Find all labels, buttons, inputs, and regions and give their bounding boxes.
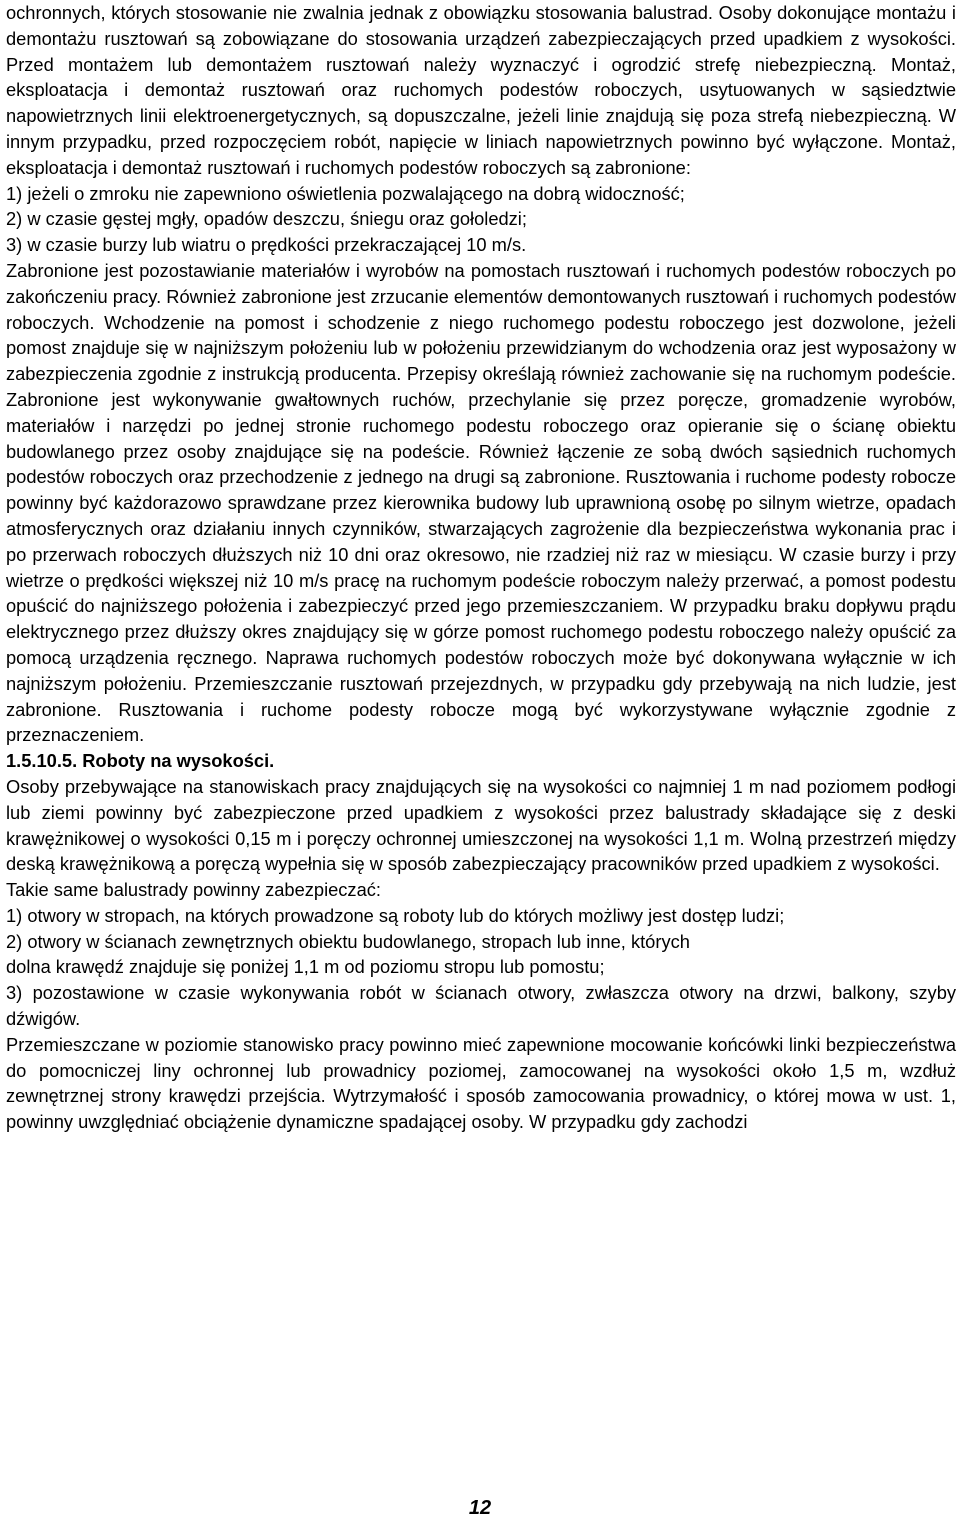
list-item-floor-openings: 1) otwory w stropach, na których prowadzone są roboty lub do których możliwy jest dostęp ludzi; (6, 904, 785, 926)
list-item-wall-openings: 2) otwory w ścianach zewnętrznych obiektu budowlanego, stropach lub inne, których (6, 930, 690, 952)
paragraph-height-work: Osoby przebywające na stanowiskach pracy znajdujących się na wysokości co najmniej 1 m nad poziomem podłogi lub ziemi powinny być zabezpieczone przed upadkiem z wysokości przez balustrady składające się z deski krawężnikowej o wysokości 0,15 m i poręczy ochronnej umieszczonej na wysokości 1,1 m. Wolną przestrzeń między deską krawężnikową a poręczą wypełnia się w sposób zabezpieczający pracowników przed upadkiem z wysokości. (6, 775, 956, 875)
paragraph-mobile-platforms: Zabronione jest pozostawianie materiałów i wyrobów na pomostach rusztowań i ruchomych podestów roboczych po zakończeniu pracy. Również zabronione jest zrzucanie elementów demontowanych rusztowań i ruchomych podestów roboczych. Wchodzenie na pomost i schodzenie z niego ruchomego podestu roboczego jest dozwolone, jeżeli pomost znajduje się w najniższym położeniu lub w położeniu przewidzianym do wchodzenia oraz jest wyposażony w zabezpieczenia zgodnie z instrukcją producenta. Przepisy określają również zachowanie się na ruchomym podeście. Zabronione jest wykonywanie gwałtownych ruchów, przechylanie się przez poręcze, gromadzenie wyrobów, materiałów i narzędzi po jednej stronie ruchomego podestu roboczego oraz opieranie się o ścianę obiektu budowlanego przez osoby znajdujące się na podeście. Również łączenie ze sobą dwóch sąsiednich ruchomych podestów roboczych oraz przechodzenie z jednego na drugi są zabronione. Rusztowania i ruchome podesty robocze powinny być każdorazowo sprawdzane przez kierownika budowy lub uprawnioną osobę po silnym wietrze, opadach atmosferycznych oraz działaniu innych czynników, stwarzających zagrożenie dla bezpieczeństwa wykonania prac i po przerwach roboczych dłuższych niż 10 dni oraz okresowo, nie rzadziej niż raz w miesiącu. W czasie burzy i przy wietrze o prędkości większej niż 10 m/s pracę na ruchomym podeście roboczym należy przerwać, a pomost podestu opuścić do najniższego położenia i zabezpieczyć przed jego przemieszczaniem. W przypadku braku dopływu prądu elektrycznego przez dłuższy okres znajdujący się w górze pomost ruchomego podestu roboczego należy opuścić za pomocą urządzenia ręcznego. Naprawa ruchomych podestów roboczych może być dokonywana wyłącznie w ich najniższym położeniu. Przemieszczanie rusztowań przejezdnych, w przypadku gdy przebywają na nich ludzie, jest zabronione. Rusztowania i ruchome podesty robocze mogą być wykorzystywane wyłącznie zgodnie z przeznaczeniem. (6, 259, 956, 746)
list-item-storm-wind: 3) w czasie burzy lub wiatru o prędkości przekraczającej 10 m/s. (6, 234, 527, 256)
list-item-left-openings: 3) pozostawione w czasie wykonywania robót w ścianach otwory, zwłaszcza otwory na drzwi, balkony, szyby dźwigów. (6, 982, 956, 1030)
paragraph-scaffold-assembly: ochronnych, których stosowanie nie zwalnia jednak z obowiązku stosowania balustrad. Osoby dokonujące montażu i demontażu rusztowań są zobowiązane do stosowania urządzeń zabezpieczających przed upadkiem z wysokości. Przed montażem lub demontażem rusztowań należy wyznaczyć i ogrodzić strefę niebezpieczną. Montaż, eksploatacja i demontaż rusztowań oraz ruchomych podestów roboczych, usytuowanych w sąsiedztwie napowietrznych linii elektroenergetycznych, są dopuszczalne, jeżeli linie znajdują się poza strefą niebezpieczną. W innym przypadku, przed rozpoczęciem robót, napięcie w liniach napowietrznych powinno być wyłączone. Montaż, eksploatacja i demontaż rusztowań i ruchomych podestów roboczych są zabronione: (6, 2, 956, 178)
paragraph-balustrade-intro: Takie same balustrady powinny zabezpieczać: (6, 879, 381, 901)
paragraph-safety-line: Przemieszczane w poziomie stanowisko pracy powinno mieć zapewnione mocowanie końcówki linki bezpieczeństwa do pomocniczej liny ochronnej lub prowadnicy poziomej, zamocowanej na wysokości około 1,5 m, wzdłuż zewnętrznej strony krawędzi przejścia. Wytrzymałość i sposób zamocowania prowadnicy, o której mowa w ust. 1, powinny uwzględniać obciążenie dynamiczne spadającej osoby. W przypadku gdy zachodzi (6, 1033, 956, 1133)
section-heading: 1.5.10.5. Roboty na wysokości. (6, 750, 275, 772)
list-item-darkness: 1) jeżeli o zmroku nie zapewniono oświetlenia pozwalającego na dobrą widoczność; (6, 182, 685, 204)
list-item-fog-rain: 2) w czasie gęstej mgły, opadów deszczu, śniegu oraz gołoledzi; (6, 208, 527, 230)
page-number: 12 (468, 1497, 492, 1519)
document-page (6, 0, 956, 1135)
list-item-wall-openings-cont: dolna krawędź znajduje się poniżej 1,1 m od poziomu stropu lub pomostu; (6, 956, 605, 978)
